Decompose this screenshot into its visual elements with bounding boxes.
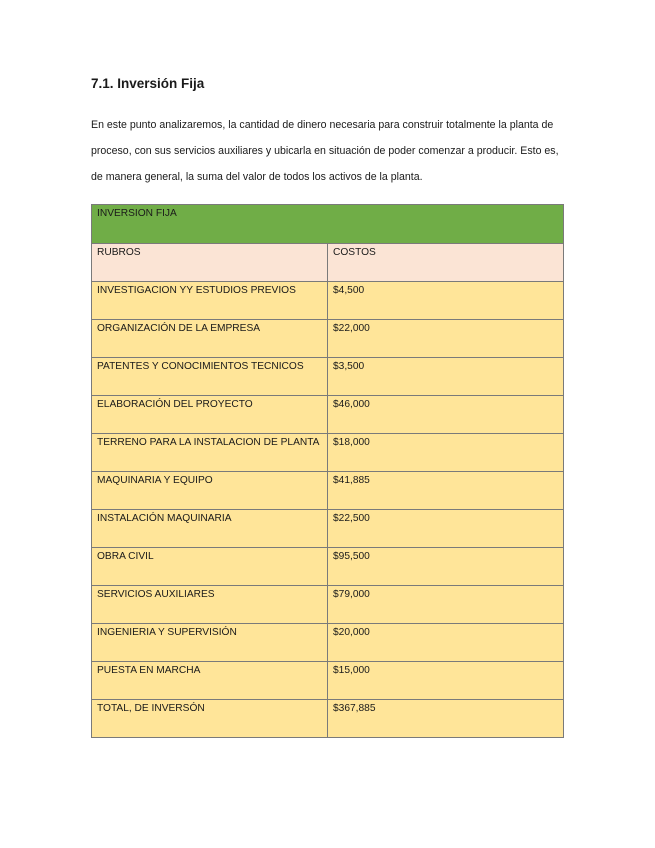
costo-cell: $18,000 [328, 434, 564, 472]
column-header-costos: COSTOS [328, 244, 564, 282]
rubro-cell: ELABORACIÓN DEL PROYECTO [92, 396, 328, 434]
table-title: INVERSION FIJA [92, 205, 564, 244]
costo-cell: $367,885 [328, 700, 564, 738]
costo-cell: $22,500 [328, 510, 564, 548]
table-row [92, 510, 564, 548]
table-row [92, 548, 564, 586]
rubro-cell: TOTAL, DE INVERSÓN [92, 700, 328, 738]
costo-cell: $20,000 [328, 624, 564, 662]
column-header-rubros: RUBROS [92, 244, 328, 282]
rubro-cell: ORGANIZACIÓN DE LA EMPRESA [92, 320, 328, 358]
rubro-cell: INSTALACIÓN MAQUINARIA [92, 510, 328, 548]
costo-cell: $41,885 [328, 472, 564, 510]
rubro-cell: OBRA CIVIL [92, 548, 328, 586]
costo-cell: $4,500 [328, 282, 564, 320]
rubro-cell: PUESTA EN MARCHA [92, 662, 328, 700]
table-title-row [92, 205, 564, 244]
intro-paragraph [91, 112, 571, 190]
table-row [92, 396, 564, 434]
table-header-row [92, 244, 564, 282]
table-row [92, 320, 564, 358]
rubro-cell: SERVICIOS AUXILIARES [92, 586, 328, 624]
table-row [92, 472, 564, 510]
section-title: 7.1. Inversión Fija [91, 76, 205, 91]
paragraph-line: proceso, con sus servicios auxiliares y ubicarla en situación de poder comenzar a producir. Esto es, [91, 145, 559, 157]
investment-table [91, 204, 564, 738]
table-row [92, 700, 564, 738]
table-row [92, 624, 564, 662]
costo-cell: $79,000 [328, 586, 564, 624]
rubro-cell: INGENIERIA Y SUPERVISIÓN [92, 624, 328, 662]
costo-cell: $95,500 [328, 548, 564, 586]
costo-cell: $46,000 [328, 396, 564, 434]
table-row [92, 434, 564, 472]
costo-cell: $3,500 [328, 358, 564, 396]
table-row [92, 282, 564, 320]
paragraph-line: En este punto analizaremos, la cantidad de dinero necesaria para construir totalmente la planta de [91, 119, 554, 131]
table-row [92, 358, 564, 396]
costo-cell: $15,000 [328, 662, 564, 700]
costo-cell: $22,000 [328, 320, 564, 358]
rubro-cell: MAQUINARIA Y EQUIPO [92, 472, 328, 510]
table-row [92, 586, 564, 624]
rubro-cell: TERRENO PARA LA INSTALACION DE PLANTA [92, 434, 328, 472]
rubro-cell: PATENTES Y CONOCIMIENTOS TECNICOS [92, 358, 328, 396]
rubro-cell: INVESTIGACION YY ESTUDIOS PREVIOS [92, 282, 328, 320]
paragraph-line: de manera general, la suma del valor de todos los activos de la planta. [91, 171, 423, 183]
table-row [92, 662, 564, 700]
